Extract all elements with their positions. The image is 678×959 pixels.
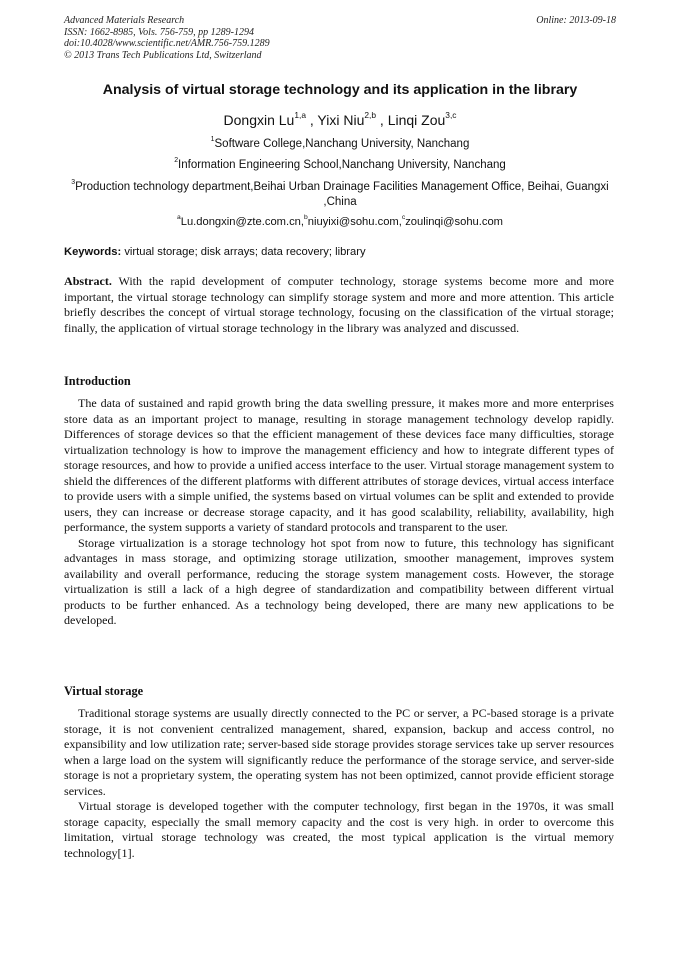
email-superscript: a bbox=[176, 213, 181, 221]
copyright-line: © 2013 Trans Tech Publications Ltd, Switzerland bbox=[64, 49, 262, 61]
email-text: Lu.dongxin@zte.com.cn, bbox=[180, 216, 305, 228]
author-superscript: 3,c bbox=[445, 109, 457, 120]
author-superscript: 1,a bbox=[294, 109, 306, 120]
keywords-text: virtual storage; disk arrays; data recovery; library bbox=[124, 246, 366, 258]
author-emails bbox=[40, 213, 640, 228]
author-list bbox=[40, 109, 640, 128]
section-body bbox=[64, 706, 614, 861]
affiliation bbox=[60, 180, 620, 210]
author-name: Yixi Niu bbox=[317, 112, 365, 128]
author-superscript: 2,b bbox=[364, 109, 377, 120]
affiliation-superscript: 3 bbox=[71, 178, 76, 186]
paragraph: Virtual storage is developed together with the computer technology, first began in the 1970s, it was small storage capacity, especially the small memory capacity and the cost is very high. in order to overcome this limitation, virtual storage technology was created, the most typical application is the virtual memory technology[1]. bbox=[64, 799, 614, 860]
author-separator: , bbox=[309, 112, 318, 128]
affiliation-superscript: 1 bbox=[210, 135, 215, 143]
online-date: Online: 2013-09-18 bbox=[536, 15, 616, 26]
journal-header bbox=[64, 15, 616, 61]
abstract-paragraph bbox=[64, 274, 614, 336]
email-superscript: b bbox=[304, 213, 308, 221]
section-body bbox=[64, 396, 614, 629]
abstract-label: Abstract. bbox=[64, 274, 112, 288]
keywords-label: Keywords: bbox=[64, 246, 122, 258]
affiliation-text: Software College,Nanchang University, Nanchang bbox=[214, 138, 470, 150]
paper-title: Analysis of virtual storage technology and its application in the library bbox=[102, 82, 578, 98]
author-separator: , bbox=[379, 112, 388, 128]
section-heading: Introduction bbox=[64, 374, 131, 388]
abstract bbox=[64, 274, 614, 336]
issn-line: ISSN: 1662-8985, Vols. 756-759, pp 1289-1294 bbox=[64, 26, 254, 38]
paragraph: Traditional storage systems are usually directly connected to the PC or server, a PC-based storage is a private storage, it is not convenient centralized management, shared, expansion, backup and access control, no expansibility and low utilization rate; server-based side storage provides storage services take up server resources when a large load on the system will significantly reduce the performance of the storage service, and server-side storage is not a proprietary system, the operating system has not been optimized, cannot provide efficient storage services. bbox=[64, 706, 614, 798]
abstract-text: With the rapid development of computer technology, storage systems become more and more important, the virtual storage technology can simplify storage system and more and more attention. This article briefly describes the concept of virtual storage technology, focusing on the classification of the virtual storage; finally, the application of virtual storage technology in the library was analyzed and discussed. bbox=[64, 274, 614, 335]
keywords-line bbox=[64, 246, 616, 258]
author-name: Dongxin Lu bbox=[223, 112, 295, 128]
section-heading: Virtual storage bbox=[64, 684, 144, 698]
journal-name: Advanced Materials Research bbox=[64, 15, 185, 26]
doi-line: doi:10.4028/www.scientific.net/AMR.756-759.1289 bbox=[64, 38, 270, 49]
email-superscript: c bbox=[401, 213, 406, 221]
affiliation-superscript: 2 bbox=[174, 156, 179, 164]
affiliation-text: Production technology department,Beihai Urban Drainage Facilities Management Office, Beihai, Guangxi ,China bbox=[75, 181, 609, 208]
paragraph: The data of sustained and rapid growth bring the data swelling pressure, it makes more and more enterprises store data as an important project to manage, resulting in storage management technology develop rapidly. Differences of storage devices so that the efficient management of these devices face many difficulties, storage virtualization technology is how to improve the management efficiency and how to integrate different types of storage resources, and how to provide a unified access interface to the user. Virtual storage management system to shield the differences of the different platforms with different attributes of storage devices, virtual access interface to provide users with a simple unified, the systems based on virtual volumes can be split and extended to provide users, they can increase or decrease storage capacity, and it has good scalability, reliability, availability, high performance, the system supports a variety of standard protocols and transparent to the user. bbox=[64, 396, 615, 534]
email-text: niuyixi@sohu.com, bbox=[307, 216, 402, 228]
affiliation-text: Information Engineering School,Nanchang University, Nanchang bbox=[178, 159, 506, 171]
email-text: zoulinqi@sohu.com bbox=[405, 216, 504, 228]
affiliation bbox=[60, 158, 620, 173]
paragraph: Storage virtualization is a storage technology hot spot from now to future, this technology has significant advantages in mass storage, and optimizing storage utilization, smoother management, improves system availability and overall performance, reducing the storage system management costs. However, the storage virtualization is still a lack of a high degree of standardization and compatibility between different virtual products to be further enhanced. As a technology being developed, there are many new applications to be developed. bbox=[64, 535, 614, 627]
author-name: Linqi Zou bbox=[387, 112, 446, 128]
affiliation bbox=[60, 137, 620, 152]
